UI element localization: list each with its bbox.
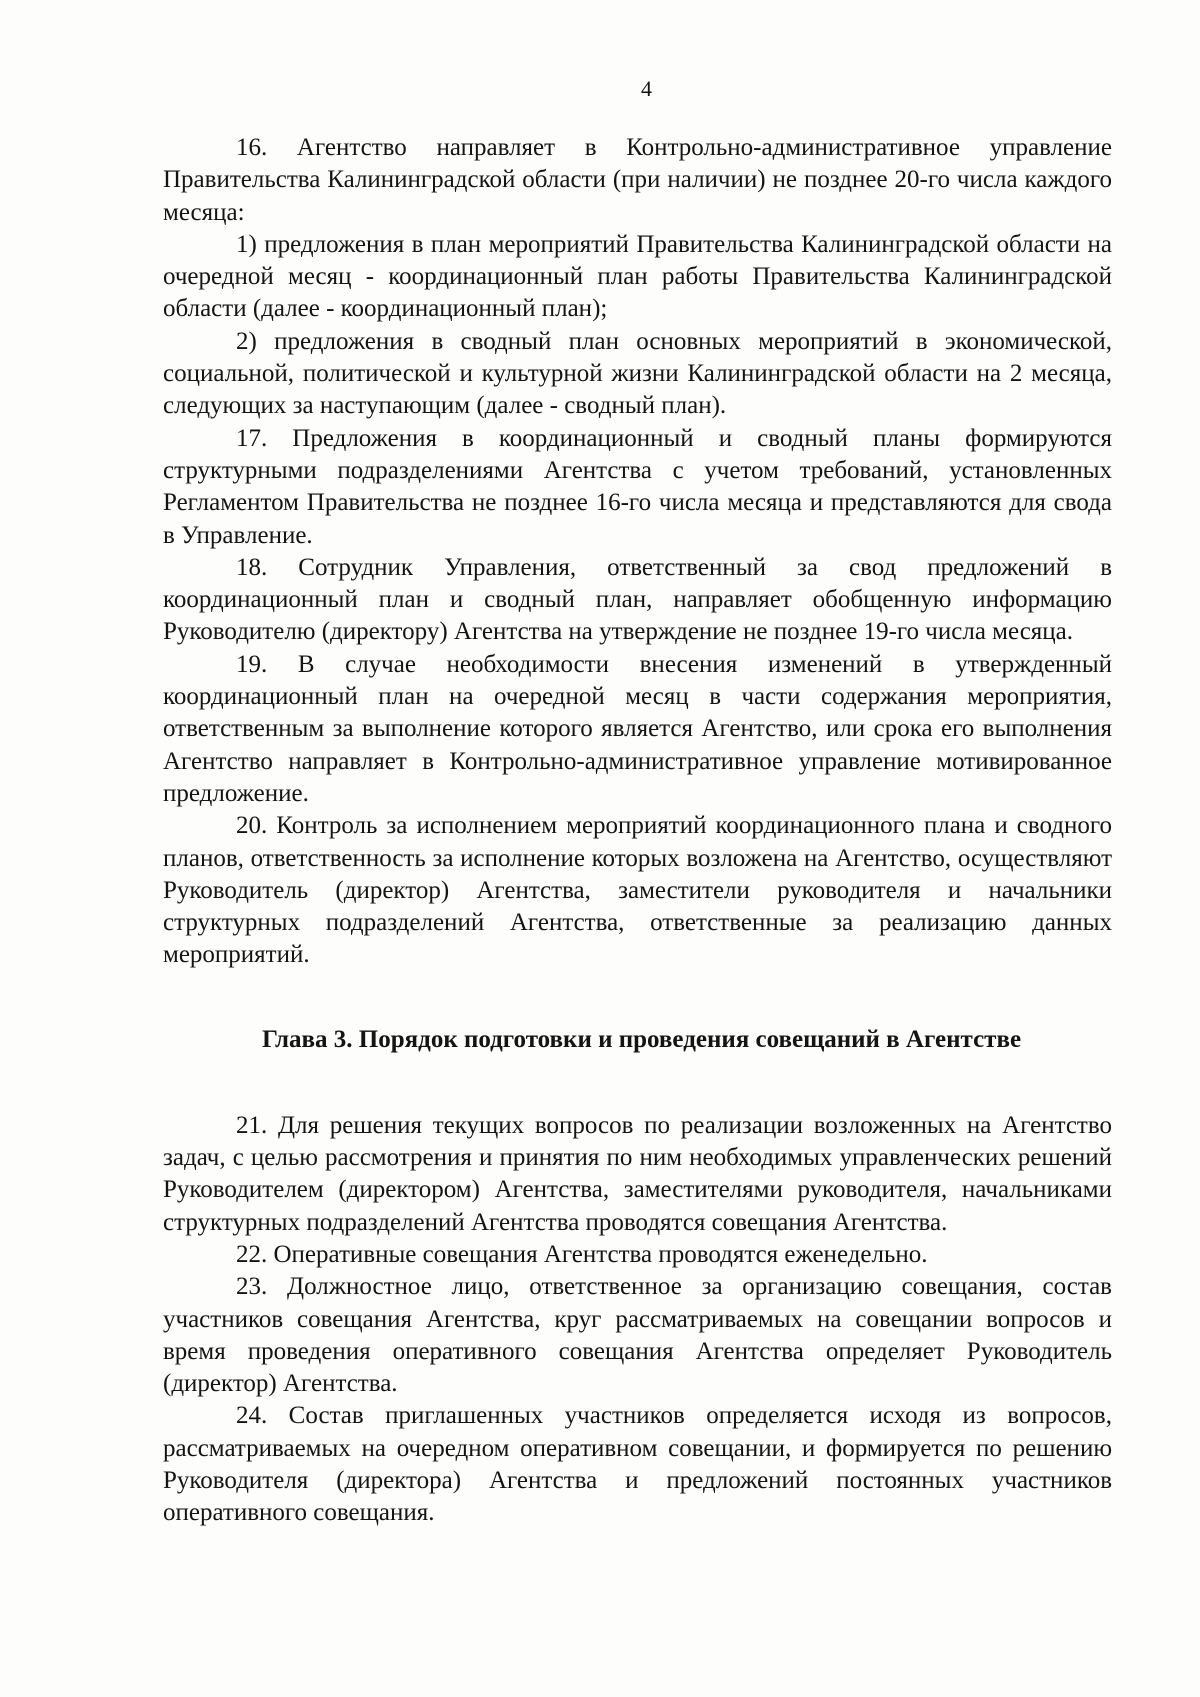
paragraph-16-item-1: 1) предложения в план мероприятий Правительства Калининградской области на очередной месяц - координационный план работы Правительства Калининградской области (далее - координационный план);	[163, 230, 1112, 323]
page-number: 4	[641, 76, 652, 101]
paragraphs-before-chapter	[163, 132, 1112, 972]
paragraph-16: 16. Агентство направляет в Контрольно-административное управление Правительства Калининградской области (при наличии) не позднее 20-го числа каждого месяца:	[163, 134, 1112, 226]
paragraph-21: 21. Для решения текущих вопросов по реализации возложенных на Агентство задач, с целью рассмотрения и принятия по ним необходимых управленческих решений Руководителем (директором) Агентства, заместителями руководителя, начальниками структурных подразделений Агентства проводятся совещания Агентства.	[163, 1111, 1112, 1236]
paragraph-24: 24. Состав приглашенных участников определяется исходя из вопросов, рассматриваемых на очередном оперативном совещании, и формируется по решению Руководителя (директора) Агентства и предложений постоянных участников оперативного совещания.	[163, 1402, 1112, 1527]
paragraph-23: 23. Должностное лицо, ответственное за организацию совещания, состав участников совещания Агентства, круг рассматриваемых на совещании вопросов и время проведения оперативного совещания Агентства определяет Руководитель (директор) Агентства.	[163, 1273, 1112, 1398]
paragraph-19: 19. В случае необходимости внесения изменений в утвержденный координационный план на очередной месяц в части содержания мероприятия, ответственным за выполнение которого является Агентство, или срока его выполнения Агентство направляет в Контрольно-административное управление мотивированное предложение.	[163, 650, 1112, 807]
paragraph-17: 17. Предложения в координационный и сводный планы формируются структурными подразделениями Агентства с учетом требований, установленных Регламентом Правительства не позднее 16-го числа месяца и представляются для свода в Управление.	[163, 424, 1112, 549]
paragraph-22: 22. Оперативные совещания Агентства проводятся еженедельно.	[236, 1240, 928, 1268]
paragraphs-after-chapter	[163, 1110, 1112, 1530]
paragraph-16-item-2: 2) предложения в сводный план основных мероприятий в экономической, социальной, политической и культурной жизни Калининградской области на 2 месяца, следующих за наступающим (далее - сводный план).	[163, 327, 1112, 420]
paragraph-20: 20. Контроль за исполнением мероприятий координационного плана и сводного планов, ответственность за исполнение которых возложена на Агентство, осуществляют Руководитель (директор) Агентства, заместители руководителя и начальники структурных подразделений Агентства, ответственные за реализацию данных мероприятий.	[163, 812, 1112, 969]
paragraph-18: 18. Сотрудник Управления, ответственный за свод предложений в координационный план и сводный план, направляет обобщенную информацию Руководителю (директору) Агентства на утверждение не позднее 19-го числа месяца.	[163, 553, 1112, 646]
chapter-title: Глава 3. Порядок подготовки и проведения совещаний в Агентстве	[261, 1025, 1022, 1053]
